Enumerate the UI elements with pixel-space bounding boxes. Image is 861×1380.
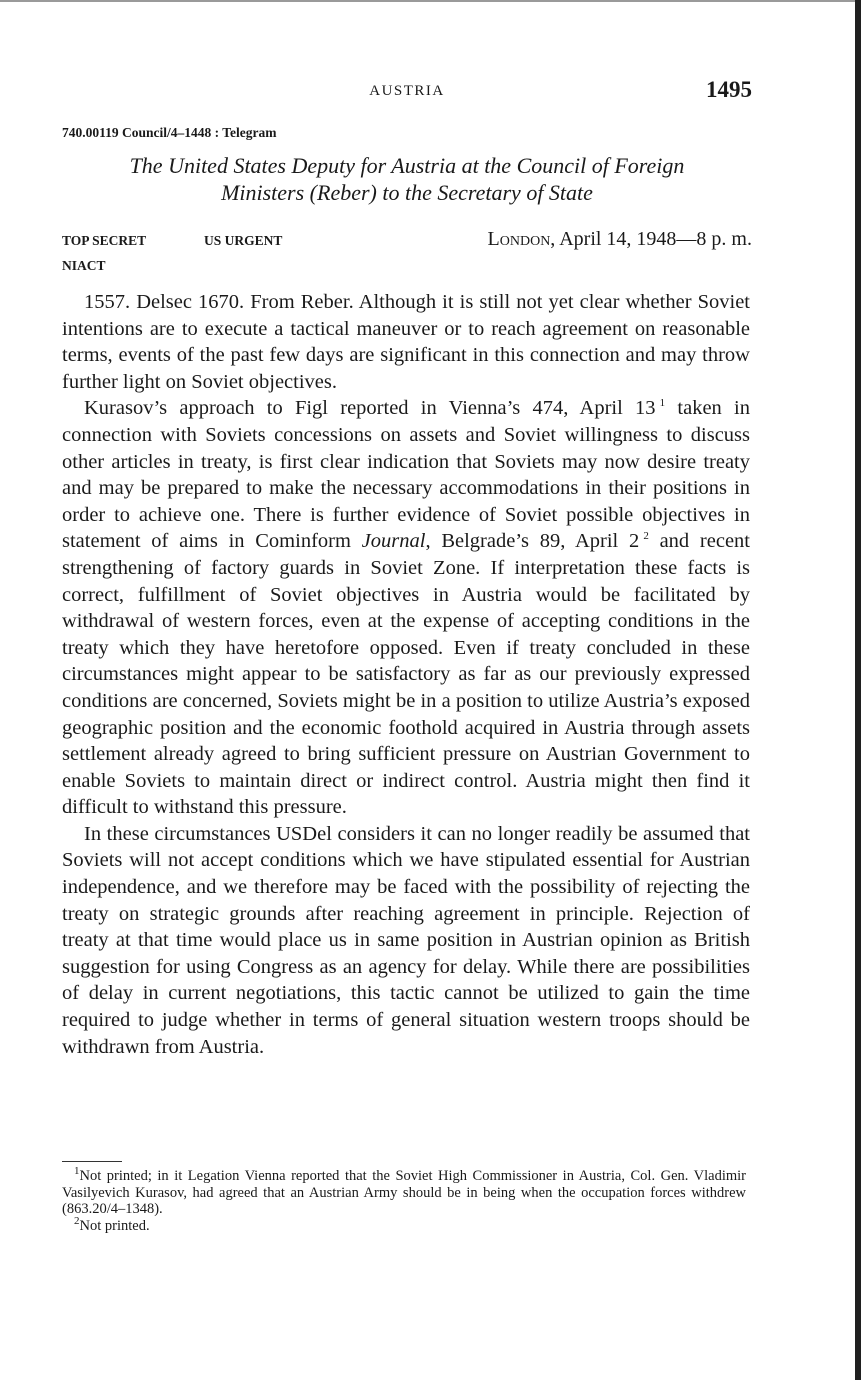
paragraph-1: 1557. Delsec 1670. From Reber. Although it is still not yet clear whether Soviet intentions are to execute a tactical maneuver or to reach agreement on reasonable terms, events of the past few days are significant in this connection and may throw further light on Soviet objectives. [62,291,750,393]
document-title-line-2: Ministers (Reber) to the Secretary of State [221,180,593,205]
paragraph-2-italic: Journal [361,530,426,553]
classification-niact: NIACT [62,258,106,273]
classification-top-secret: TOP SECRET [62,233,147,248]
page-top-edge [0,0,861,2]
footnote-rule [62,1161,122,1162]
paragraph-3: In these circumstances USDel considers it can no longer readily be assumed that Soviets will not accept conditions which we have stipulated essential for Austrian independence, and we therefore may be faced with the possibility of rejecting the treaty on strategic grounds after reaching agreement in principle. Rejection of treaty at that time would place us in same position in Austrian opinion as British suggestion for using Congress as an agency for delay. While there are possibilities of delay in current negotiations, this tactic cannot be utilized to gain the time required to judge whether in terms of general situation western troops should be withdrawn from Austria. [62,822,750,1058]
footnote-1-text: Not printed; in it Legation Vienna reported that the Soviet High Commissioner in Austria, Col. Gen. Vladimir Vasilyevich Kurasov, had agreed that an Austrian Army should be in being when the occupation forces withdrew (863.20/4–1348). [62,1168,746,1218]
dateline-place: London, [487,228,556,250]
paragraph-2 [62,395,750,821]
page-number: 1495 [706,77,752,102]
footnote-2 [62,1214,746,1235]
footnote-ref-2: 2 [643,530,649,543]
footnote-2-text: Not printed. [79,1217,150,1234]
paragraph-2-part-c: , Belgrade’s 89, April 2 [425,530,640,553]
footnote-ref-1: 1 [659,397,666,410]
footnotes [62,1165,746,1234]
telegram-body [62,289,750,1060]
classification-us-urgent: US URGENT [204,233,283,248]
page-header [62,79,752,111]
paragraph-2-part-d: and recent strengthening of factory guards in Soviet Zone. If interpretation these facts is correct, fulfillment of Soviet objectives in Austria would be facilitated by withdrawal of western forces, even at the expense of accepting conditions in the treaty which they have heretofore opposed. Even if treaty concluded in these circumstances might appear to be satisfactory as far as our previously expressed conditions are concerned, Soviets might be in a position to utilize Austria’s exposed geographic position and the economic foothold acquired in Austria through assets settlement already agreed to bring sufficient pressure on Austrian Government to enable Soviets to maintain direct or indirect control. Austria might then find it difficult to withstand this pressure. [62,530,750,819]
footnote-1-marker: 1 [74,1165,80,1178]
paragraph-2-part-b: taken in connection with Soviets concessions on assets and Soviet willingness to discuss other articles in treaty, is first clear indication that Soviets may now desire treaty and may be prepared to make the necessary accommodations in their positions in order to achieve one. There is further evidence of Soviet possible objectives in statement of aims in Cominform [62,397,750,553]
file-reference: 740.00119 Council/4–1448 : Telegram [62,125,277,140]
document-title-line-1: The United States Deputy for Austria at the Council of Foreign [129,153,685,178]
footnote-2-marker: 2 [74,1214,80,1227]
running-head: AUSTRIA [369,83,445,99]
footnote-1 [62,1165,746,1218]
page-right-edge [855,0,861,1380]
document-title [62,152,752,206]
paragraph-2-part-a: Kurasov’s approach to Figl reported in Vienna’s 474, April 13 [84,397,656,420]
dateline [488,228,752,251]
dateline-date: April 14, 1948—8 p. m. [559,228,752,250]
